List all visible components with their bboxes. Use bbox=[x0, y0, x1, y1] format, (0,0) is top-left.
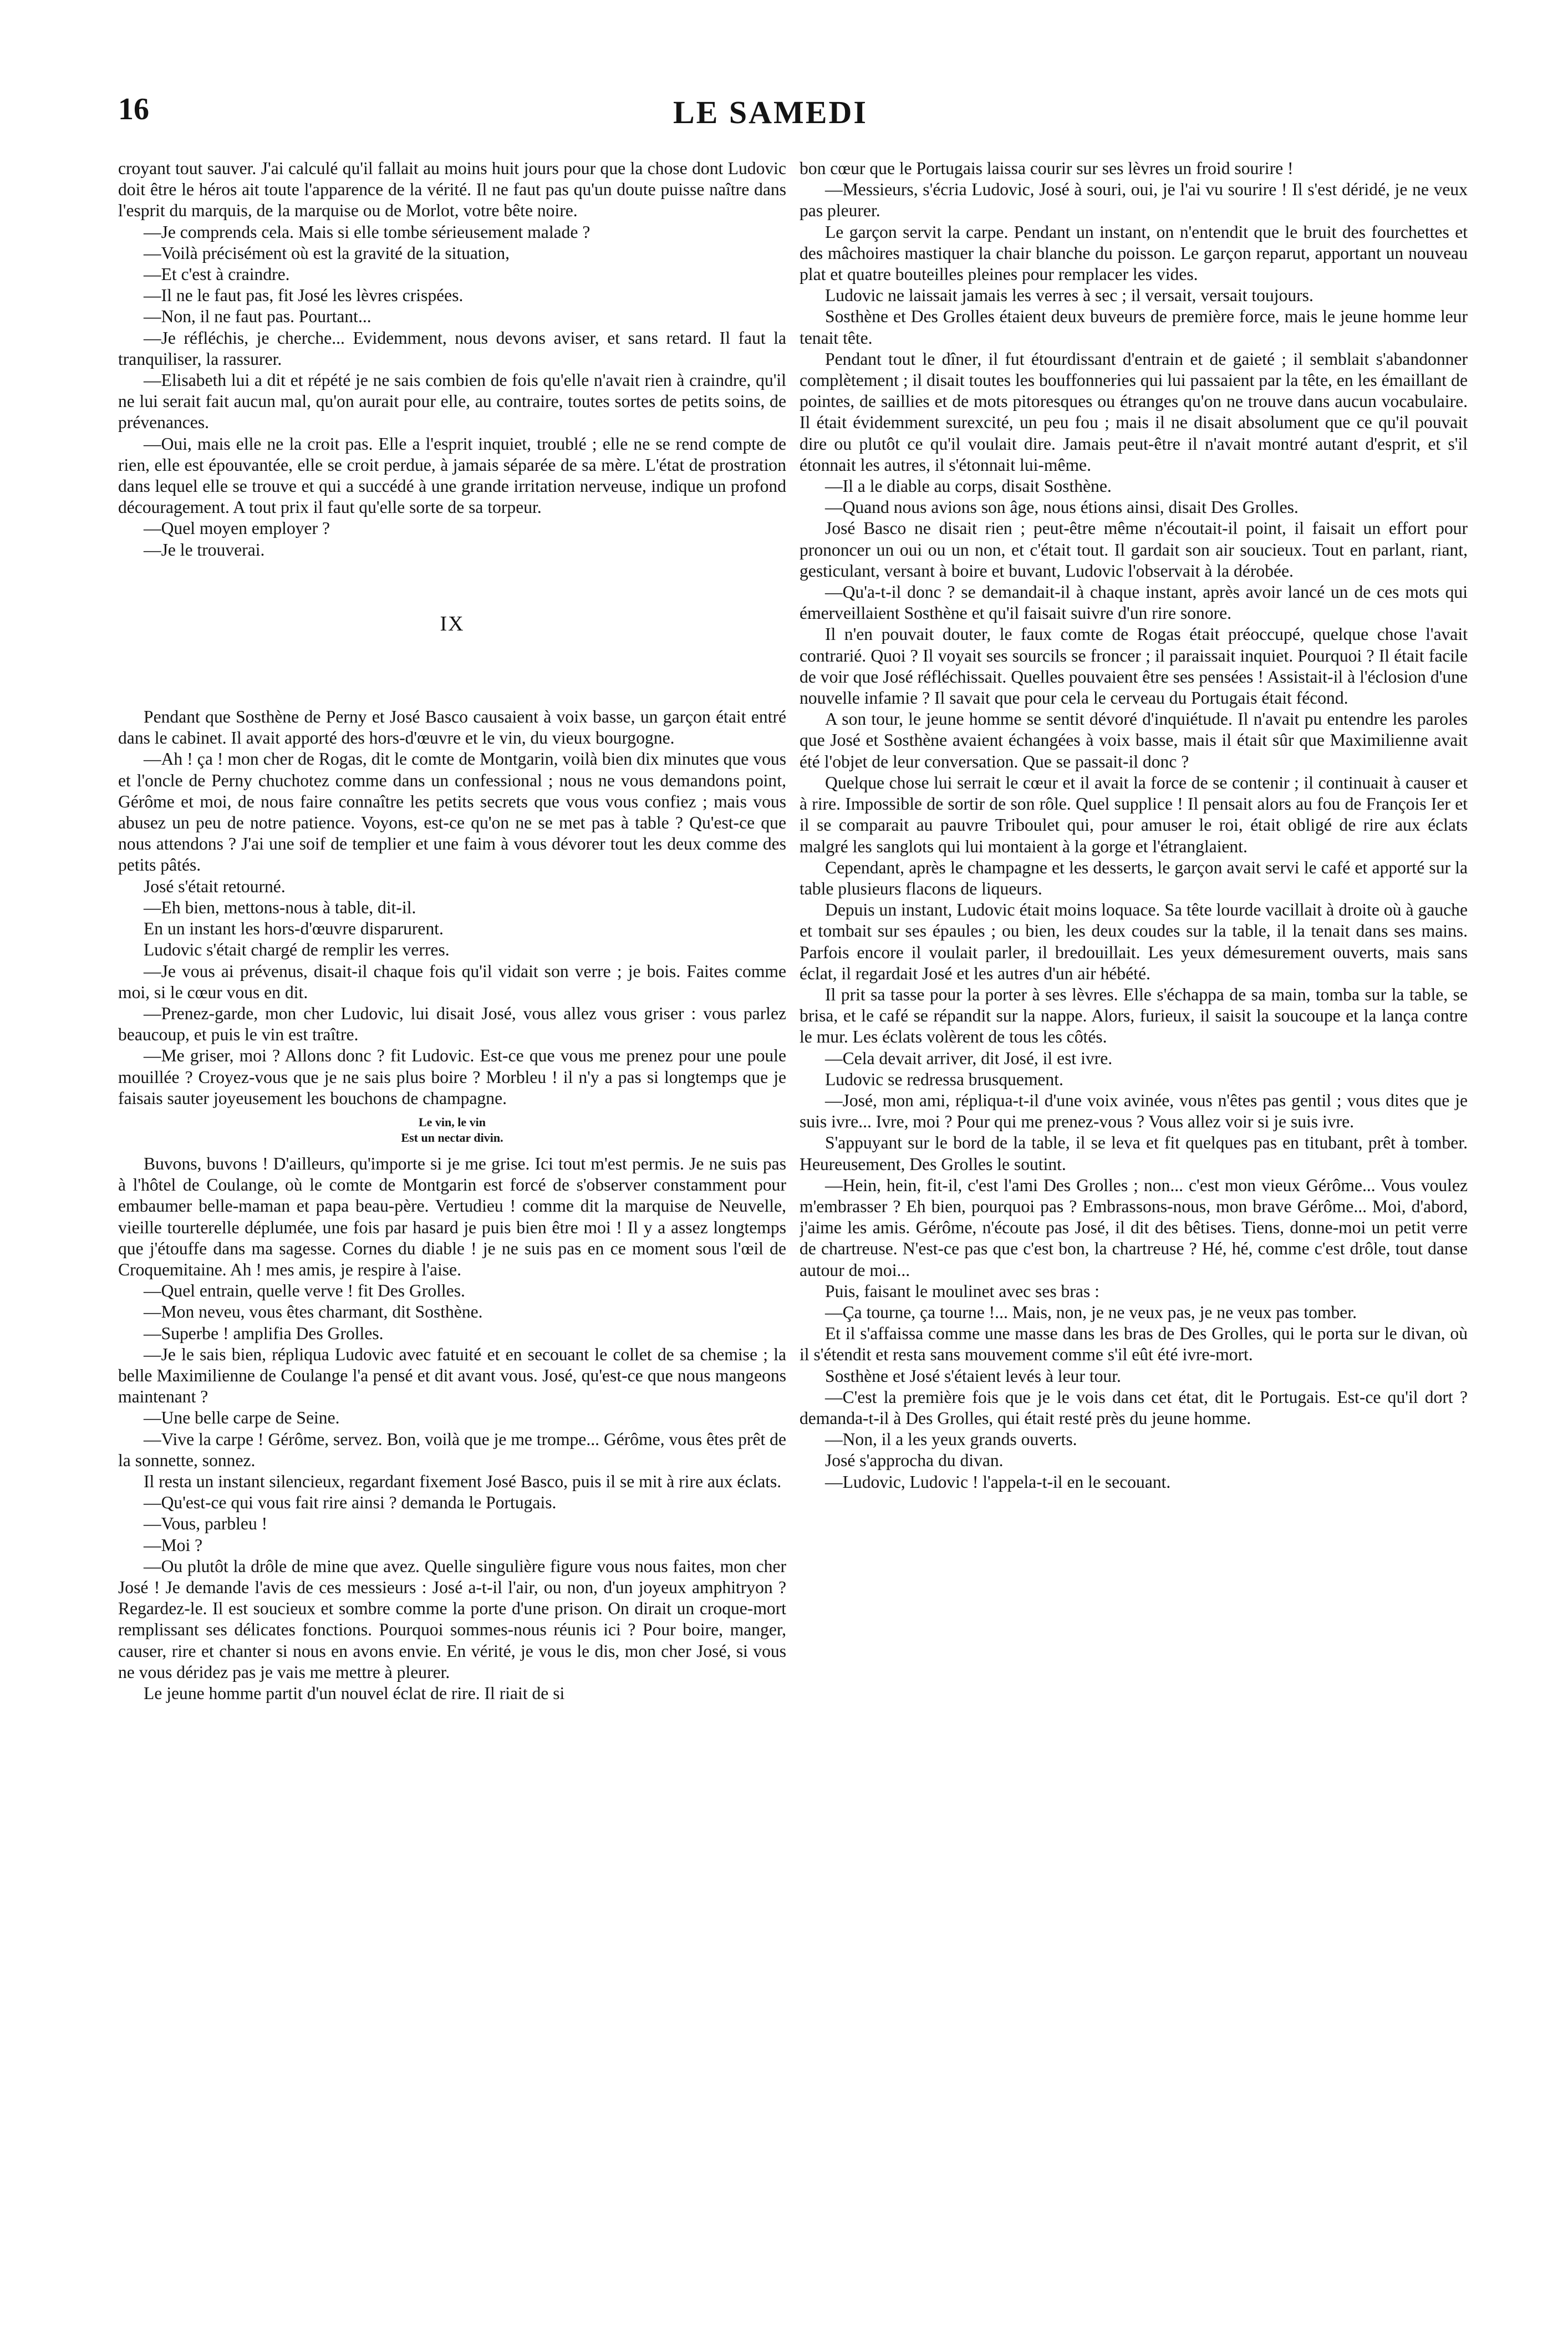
text-paragraph: Il prit sa tasse pour la porter à ses lèvres. Elle s'échappa de sa main, tomba sur la table, se brisa, et le café se répandit sur la nappe. Alors, furieux, il saisit la soucoupe et la lança contre le mur. Les éclats volèrent de tous les côtés. bbox=[800, 984, 1468, 1047]
text-paragraph: —Je réfléchis, je cherche... Evidemment, nous devons aviser, et sans retard. Il faut la tranquiliser, la rassurer. bbox=[118, 328, 786, 369]
chapter-heading: IX bbox=[440, 612, 465, 635]
page-number: 16 bbox=[118, 92, 149, 126]
text-paragraph: —Prenez-garde, mon cher Ludovic, lui disait José, vous allez vous griser : vous parlez beaucoup, et puis le vin est traître. bbox=[118, 1003, 786, 1045]
text-paragraph: —Voilà précisément où est la gravité de la situation, bbox=[144, 243, 510, 263]
text-paragraph: —Je vous ai prévenus, disait-il chaque fois qu'il vidait son verre ; je bois. Faites comme moi, si le cœur vous en dit. bbox=[118, 961, 786, 1002]
left-column-opening-text bbox=[118, 158, 786, 561]
left-column bbox=[118, 158, 786, 2299]
text-paragraph: —Hein, hein, fit-il, c'est l'ami Des Grolles ; non... c'est mon vieux Gérôme... Vous voulez m'embrasser ? Eh bien, pourquoi pas ? Embrassons-nous, mon brave Gérôme... Moi, d'abord, j'aime les amis. Gérôme, n'écoute pas José, il dit des bêtises. Tiens, donne-moi un petit verre de chartreuse. N'est-ce pas que c'est bon, la chartreuse ? Hé, hé, comme c'est drôle, tout danse autour de moi... bbox=[800, 1175, 1468, 1280]
text-paragraph: Et il s'affaissa comme une masse dans les bras de Des Grolles, qui le porta sur le divan, où il s'étendit et resta sans mouvement comme s'il eût été ivre-mort. bbox=[800, 1324, 1468, 1365]
text-paragraph: —Non, il a les yeux grands ouverts. bbox=[825, 1430, 1077, 1450]
text-paragraph: Puis, faisant le moulinet avec ses bras : bbox=[825, 1281, 1099, 1301]
text-paragraph: —Ah ! ça ! mon cher de Rogas, dit le comte de Montgarin, voilà bien dix minutes que vous et l'oncle de Perny chuchotez comme dans un confessional ; nous ne vous demandons point, Gérôme et moi, de nous faire connaître les petits secrets que vous vous confiez ; mais vous abusez un peu de notre patience. Voyons, est-ce qu'on ne se met pas à table ? Qu'est-ce que nous attendons ? J'ai une soif de templier et une faim à vous dévorer tout les deux comme des petits pâtés. bbox=[118, 749, 786, 875]
text-paragraph: José Basco ne disait rien ; peut-être même n'écoutait-il point, il faisait un effort pour prononcer un oui ou un non, et c'était tout. Il gardait son air soucieux. Tout en parlant, riant, gesticulant, versant à boire et buvant, Ludovic l'observait à la dérobée. bbox=[800, 518, 1468, 581]
text-paragraph: Quelque chose lui serrait le cœur et il avait la force de se contenir ; il continuait à causer et à rire. Impossible de sortir de son rôle. Quel supplice ! Il pensait alors au fou de François Ier et il se comparait au pauvre Triboulet qui, pour amuser le roi, était obligé de rire aux éclats malgré les sanglots qui lui montaient à la gorge et l'étranglaient. bbox=[800, 772, 1468, 856]
text-paragraph: —Ça tourne, ça tourne !... Mais, non, je ne veux pas, je ne veux pas tomber. bbox=[825, 1302, 1357, 1322]
text-paragraph: —Oui, mais elle ne la croit pas. Elle a l'esprit inquiet, troublé ; elle ne se rend compte de rien, elle est épouvantée, elle se croit perdue, à jamais séparée de sa mère. L'état de prostration dans lequel elle se trouve et qui a succédé à une grande irritation nerveuse, indique un profond découragement. A tout prix il faut qu'elle sorte de sa torpeur. bbox=[118, 434, 786, 517]
text-paragraph: José s'approcha du divan. bbox=[825, 1451, 1004, 1471]
text-paragraph: —Vous, parbleu ! bbox=[144, 1514, 268, 1534]
text-paragraph: —Il ne le faut pas, fit José les lèvres crispées. bbox=[144, 286, 464, 306]
text-paragraph: —Vive la carpe ! Gérôme, servez. Bon, voilà que je me trompe... Gérôme, vous êtes prêt de la sonnette, sonnez. bbox=[118, 1429, 786, 1470]
text-paragraph: S'appuyant sur le bord de la table, il se leva et fit quelques pas en titubant, prêt à tomber. Heureusement, Des Grolles le soutint. bbox=[800, 1133, 1468, 1174]
text-paragraph: Sosthène et José s'étaient levés à leur tour. bbox=[825, 1366, 1121, 1386]
text-paragraph: Sosthène et Des Grolles étaient deux buveurs de première force, mais le jeune homme leur tenait tête. bbox=[800, 307, 1468, 348]
chapter-body-text-continued bbox=[118, 1153, 786, 1704]
text-paragraph: Le jeune homme partit d'un nouvel éclat de rire. Il riait de si bbox=[144, 1684, 565, 1703]
text-paragraph: Depuis un instant, Ludovic était moins loquace. Sa tête lourde vacillait à droite où à gauche et tombait sur ses épaules ; ou bien, les deux coudes sur la table, il la tenait dans ses mains. Parfois encore il voulait parler, il bredouillait. Les yeux démesurement ouverts, mais sans éclat, il regardait José et les autres d'un air hébété. bbox=[800, 900, 1468, 983]
text-paragraph: —Eh bien, mettons-nous à table, dit-il. bbox=[144, 897, 416, 917]
text-paragraph: —Mon neveu, vous êtes charmant, dit Sosthène. bbox=[144, 1302, 483, 1322]
text-paragraph: Ludovic ne laissait jamais les verres à sec ; il versait, versait toujours. bbox=[825, 286, 1314, 306]
text-paragraph: —Et c'est à craindre. bbox=[144, 265, 290, 284]
text-paragraph: Buvons, buvons ! D'ailleurs, qu'importe si je me grise. Ici tout m'est permis. Je ne suis pas à l'hôtel de Coulange, où le comte de Montgarin est forcé de s'observer constamment pour embaumer belle-maman et papa beau-père. Vertudieu ! comme dit la marquise de Neuvelle, vieille tourterelle déplumée, une fois par hasard je puis bien être moi ! Il y a assez longtemps que j'étouffe dans ma sagesse. Cornes du diable ! je ne suis pas en ce moment sous l'œil de Croquemitaine. Ah ! mes amis, je respire à l'aise. bbox=[118, 1153, 786, 1279]
text-paragraph: —Qu'a-t-il donc ? se demandait-il à chaque instant, après avoir lancé un de ces mots qui émerveillaient Sosthène et qu'il faisait suivre d'un rire sonore. bbox=[800, 582, 1468, 623]
text-paragraph: Le garçon servit la carpe. Pendant un instant, on n'entendit que le bruit des fourchettes et des mâchoires mastiquer la chair blanche du poisson. Le garçon reparut, apportant un nouveau plat et quatre bouteilles pleines pour remplacer les vides. bbox=[800, 222, 1468, 284]
text-paragraph: A son tour, le jeune homme se sentit dévoré d'inquiétude. Il n'avait pu entendre les paroles que José et Sosthène avaient échangées à voix basse, mais il était sûr que Maximilienne avait été l'objet de leur conversation. Que se passait-il donc ? bbox=[800, 709, 1468, 771]
text-paragraph: croyant tout sauver. J'ai calculé qu'il fallait au moins huit jours pour que la chose dont Ludovic doit être le héros ait toute l'apparence de la vérité. Il ne faut pas qu'un doute puisse naître dans l'esprit du marquis, de la marquise ou de Morlot, votre bête noire. bbox=[118, 159, 786, 221]
journal-title: LE SAMEDI bbox=[673, 94, 868, 130]
song-line: Est un nectar divin. bbox=[401, 1130, 503, 1145]
song-line: Le vin, le vin bbox=[418, 1115, 486, 1129]
text-paragraph: —Elisabeth lui a dit et répété je ne sais combien de fois qu'elle n'avait rien à craindre, qu'il ne lui serait fait aucun mal, qu'on aurait pour elle, au contraire, toutes sortes de petits soins, de prévenances. bbox=[118, 370, 786, 433]
text-paragraph: —Une belle carpe de Seine. bbox=[144, 1408, 340, 1428]
text-paragraph: —Non, il ne faut pas. Pourtant... bbox=[144, 307, 371, 327]
text-paragraph: —Cela devait arriver, dit José, il est ivre. bbox=[825, 1048, 1113, 1068]
text-paragraph: Cependant, après le champagne et les desserts, le garçon avait servi le café et apporté sur la table plusieurs flacons de liqueurs. bbox=[800, 857, 1468, 898]
text-paragraph: —Quand nous avions son âge, nous étions ainsi, disait Des Grolles. bbox=[825, 497, 1299, 517]
text-paragraph: —C'est la première fois que je le vois dans cet état, dit le Portugais. Est-ce qu'il dort ? demanda-t-il à Des Grolles, qui était resté près du jeune homme. bbox=[800, 1387, 1468, 1428]
song-verse bbox=[118, 1115, 786, 1146]
text-paragraph: —José, mon ami, répliqua-t-il d'une voix avinée, vous n'êtes pas gentil ; vous dites que je suis ivre... Ivre, moi ? Pour qui me prenez-vous ? Vous allez voir si je suis ivre. bbox=[800, 1090, 1468, 1132]
text-paragraph: —Je le sais bien, répliqua Ludovic avec fatuité et en secouant le collet de sa chemise ; la belle Maximilienne de Coulange l'a pensé et dit avant vous. José, qu'est-ce que nous mangeons maintenant ? bbox=[118, 1344, 786, 1407]
text-paragraph: —Je comprends cela. Mais si elle tombe sérieusement malade ? bbox=[144, 222, 590, 242]
text-paragraph: —Je le trouverai. bbox=[144, 540, 265, 560]
text-paragraph: Il n'en pouvait douter, le faux comte de Rogas était préoccupé, quelque chose l'avait contrarié. Quoi ? Il voyait ses sourcils se froncer ; il paraissait inquiet. Pourquoi ? Il était facile de voir que José réfléchissait. Quelles pouvaient être ses pensées ! Assistait-il à l'éclosion d'une nouvelle infamie ? Il savait que pour cela le cerveau du Portugais était fécond. bbox=[800, 624, 1468, 708]
text-paragraph: —Superbe ! amplifia Des Grolles. bbox=[144, 1323, 384, 1343]
text-paragraph: —Il a le diable au corps, disait Sosthène. bbox=[825, 476, 1112, 496]
text-paragraph: —Me griser, moi ? Allons donc ? fit Ludovic. Est-ce que vous me prenez pour une poule mouillée ? Croyez-vous que je ne sais plus boire ? Morbleu ! il n'y a pas si longtemps que je faisais sauter joyeusement les bouchons de champagne. bbox=[118, 1046, 786, 1108]
text-paragraph: —Messieurs, s'écria Ludovic, José à souri, oui, je l'ai vu sourire ! Il s'est déridé, je ne veux pas pleurer. bbox=[800, 180, 1468, 221]
text-paragraph: En un instant les hors-d'œuvre disparurent. bbox=[144, 919, 444, 939]
text-paragraph: Ludovic se redressa brusquement. bbox=[825, 1069, 1063, 1089]
text-paragraph: Pendant que Sosthène de Perny et José Basco causaient à voix basse, un garçon était entré dans le cabinet. Il avait apporté des hors-d'œuvre et le vin, du vieux bourgogne. bbox=[118, 707, 786, 748]
text-paragraph: Pendant tout le dîner, il fut étourdissant d'entrain et de gaieté ; il semblait s'abandonner complètement ; il disait toutes les bouffonneries qui lui passaient par la tête, en les émaillant de pointes, de saillies et de mots pitoresques ou étranges qu'on ne trouve dans aucun vocabulaire. Il était évidemment surexcité, un peu fou ; mais il ne disait absolument que ce qu'il pouvait dire ou plutôt ce qu'il voulait dire. Jamais peut-être il n'avait montré autant d'esprit, et s'il étonnait les autres, il s'étonnait lui-même. bbox=[800, 349, 1468, 475]
text-paragraph: —Ludovic, Ludovic ! l'appela-t-il en le secouant. bbox=[825, 1472, 1171, 1492]
text-paragraph: —Quel moyen employer ? bbox=[144, 518, 330, 538]
chapter-body-text bbox=[118, 706, 786, 1109]
text-paragraph: José s'était retourné. bbox=[144, 876, 286, 896]
page-header bbox=[0, 91, 1568, 141]
text-paragraph: bon cœur que le Portugais laissa courir sur ses lèvres un froid sourire ! bbox=[800, 159, 1294, 178]
text-paragraph: —Moi ? bbox=[144, 1535, 203, 1555]
text-paragraph: —Quel entrain, quelle verve ! fit Des Grolles. bbox=[144, 1281, 465, 1301]
text-paragraph: Il resta un instant silencieux, regardant fixement José Basco, puis il se mit à rire aux éclats. bbox=[144, 1471, 782, 1491]
text-paragraph: —Qu'est-ce qui vous fait rire ainsi ? demanda le Portugais. bbox=[144, 1493, 557, 1513]
text-paragraph: —Ou plutôt la drôle de mine que avez. Quelle singulière figure vous nous faites, mon cher José ! Je demande l'avis de ces messieurs : José a-t-il l'air, ou non, d'un joyeux amphitryon ? Regardez-le. Il est soucieux et sombre comme la porte d'une prison. On dirait un croque-mort remplissant ses délicates fonctions. Pourquoi sommes-nous réunis ici ? Pour boire, manger, causer, rire et chanter si nous en avons envie. En vérité, je vous le dis, mon cher José, si vous ne vous déridez pas je vais me mettre à pleurer. bbox=[118, 1556, 786, 1682]
right-column bbox=[800, 158, 1468, 2299]
text-paragraph: Ludovic s'était chargé de remplir les verres. bbox=[144, 940, 450, 960]
